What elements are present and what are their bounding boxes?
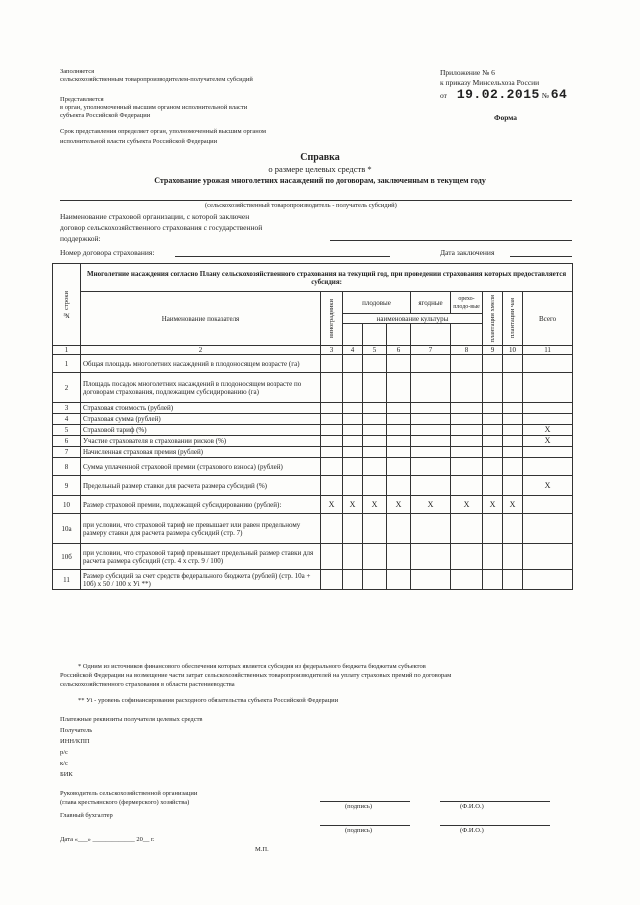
value-cell[interactable] xyxy=(363,403,387,414)
fruit-header: плодовые xyxy=(343,292,411,314)
value-cell[interactable] xyxy=(451,403,483,414)
row-indicator-name: Участие страхователя в страховании рисков (%) xyxy=(81,436,321,447)
value-cell[interactable] xyxy=(483,514,503,544)
accountant-label: Главный бухгалтер xyxy=(60,812,113,819)
value-cell[interactable] xyxy=(451,570,483,590)
insurer-field-line xyxy=(330,240,572,241)
table-row xyxy=(53,425,573,436)
row-number: 4 xyxy=(53,414,81,425)
value-cell[interactable]: X xyxy=(387,496,411,514)
value-cell[interactable] xyxy=(363,458,387,476)
head-sign-caption: (подпись) xyxy=(345,803,372,810)
table-row xyxy=(53,476,573,496)
row-number: 1 xyxy=(53,355,81,373)
column-number-cell: 5 xyxy=(363,346,387,355)
producer-caption: (сельскохозяйственный товаропроизводитель - получатель субсидий) xyxy=(205,202,397,209)
value-cell[interactable] xyxy=(523,570,573,590)
value-cell[interactable] xyxy=(411,447,451,458)
value-cell[interactable] xyxy=(503,570,523,590)
crop-cell xyxy=(451,324,483,346)
value-cell[interactable] xyxy=(483,476,503,496)
row-indicator-name: Предельный размер ставки для расчета размера субсидий (%) xyxy=(81,476,321,496)
value-cell[interactable] xyxy=(451,447,483,458)
row-indicator-name: Начисленная страховая премия (рублей) xyxy=(81,447,321,458)
header-note-fill: Заполняется xyxy=(60,68,95,75)
crop-cell xyxy=(411,324,451,346)
head-label: Руководитель сельскохозяйственной организации xyxy=(60,790,198,797)
value-cell[interactable] xyxy=(503,403,523,414)
value-cell[interactable] xyxy=(411,436,451,447)
contract-number-line xyxy=(175,256,390,257)
value-cell[interactable] xyxy=(363,425,387,436)
value-cell[interactable] xyxy=(387,373,411,403)
value-cell[interactable] xyxy=(523,447,573,458)
row-indicator-name: Страховая сумма (рублей) xyxy=(81,414,321,425)
value-cell[interactable] xyxy=(343,476,363,496)
value-cell[interactable] xyxy=(451,458,483,476)
value-cell[interactable] xyxy=(523,544,573,570)
producer-line xyxy=(60,200,572,201)
value-cell[interactable] xyxy=(321,447,343,458)
footnote-2: ** Уi - уровень софинансирования расходного обязательства субъекта Российской Федерации xyxy=(78,697,339,704)
signature-date: Дата «___» _____________ 20__ г. xyxy=(60,836,155,843)
value-cell[interactable] xyxy=(483,414,503,425)
row-number: 8 xyxy=(53,458,81,476)
value-cell[interactable] xyxy=(503,436,523,447)
bank-bik: БИК xyxy=(60,771,73,778)
hops-header: плантации хмеля xyxy=(483,292,503,346)
value-cell[interactable] xyxy=(321,403,343,414)
bank-recipient: Получатель xyxy=(60,727,93,734)
footnote-1-cont-2: сельскохозяйственного страхования в области растениеводства xyxy=(60,681,235,688)
row-indicator-name: Размер страховой премии, подлежащей субсидированию (рублей): xyxy=(81,496,321,514)
value-cell[interactable] xyxy=(363,514,387,544)
row-number: 2 xyxy=(53,373,81,403)
doc-subtitle-2: Страхование урожая многолетних насаждений по договорам, заключенным в текущем году xyxy=(154,176,486,185)
value-cell[interactable]: X xyxy=(483,496,503,514)
table-row xyxy=(53,570,573,590)
column-number-cell: 2 xyxy=(81,346,321,355)
value-cell[interactable] xyxy=(451,373,483,403)
value-cell[interactable] xyxy=(483,403,503,414)
footnote-1-cont: Российской Федерации на возмещение части затрат сельскохозяйственных товаропроизводителей на уплату страховых премий по договорам xyxy=(60,672,452,679)
value-cell[interactable] xyxy=(387,436,411,447)
value-cell[interactable] xyxy=(523,403,573,414)
value-cell[interactable] xyxy=(387,403,411,414)
row-indicator-name: Общая площадь многолетних насаждений в плодоносящем возрасте (га) xyxy=(81,355,321,373)
value-cell[interactable] xyxy=(321,570,343,590)
value-cell[interactable] xyxy=(483,570,503,590)
row-number: 10б xyxy=(53,544,81,570)
value-cell[interactable] xyxy=(321,355,343,373)
accountant-sign-caption: (подпись) xyxy=(345,827,372,834)
accountant-name-caption: (Ф.И.О.) xyxy=(460,827,484,834)
value-cell[interactable] xyxy=(503,355,523,373)
annex-label: Приложение № 6 xyxy=(440,68,495,77)
value-cell[interactable] xyxy=(343,403,363,414)
value-cell[interactable]: X xyxy=(523,476,573,496)
value-cell[interactable] xyxy=(523,496,573,514)
value-cell[interactable]: X xyxy=(523,425,573,436)
column-number-cell: 9 xyxy=(483,346,503,355)
value-cell[interactable] xyxy=(387,476,411,496)
header-note-deadline-2: исполнительной власти субъекта Российской Федерации xyxy=(60,138,218,145)
value-cell[interactable] xyxy=(387,514,411,544)
value-cell[interactable] xyxy=(363,436,387,447)
column-number-cell: 8 xyxy=(451,346,483,355)
value-cell[interactable] xyxy=(523,514,573,544)
row-indicator-name: при условии, что страховой тариф не превышает или равен предельному размеру ставки для расчета размера субсидий (стр. 7) xyxy=(81,514,321,544)
value-cell[interactable] xyxy=(411,403,451,414)
value-cell[interactable] xyxy=(411,355,451,373)
row-indicator-name: Размер субсидий за счет средств федерального бюджета (рублей) (стр. 10а + 10б) х 50 / 100 х Уi **) xyxy=(81,570,321,590)
row-number: 7 xyxy=(53,447,81,458)
value-cell[interactable] xyxy=(523,355,573,373)
value-cell[interactable] xyxy=(321,458,343,476)
table-row xyxy=(53,436,573,447)
value-cell[interactable] xyxy=(503,425,523,436)
value-cell[interactable] xyxy=(363,544,387,570)
value-cell[interactable] xyxy=(321,436,343,447)
row-number: 10 xyxy=(53,496,81,514)
value-cell[interactable] xyxy=(503,373,523,403)
value-cell[interactable] xyxy=(483,425,503,436)
value-cell[interactable] xyxy=(363,373,387,403)
header-note-submit-to: в орган, уполномоченный высшим органом исполнительной власти xyxy=(60,104,248,111)
value-cell[interactable] xyxy=(343,414,363,425)
value-cell[interactable]: X xyxy=(363,496,387,514)
insurer-label-1: Наименование страховой организации, с которой заключен xyxy=(60,212,250,221)
header-note-deadline: Срок представления определяет орган, уполномоченный высшим органом xyxy=(60,128,266,135)
form-label: Форма xyxy=(494,113,518,122)
indicator-header: Наименование показателя xyxy=(81,292,321,346)
value-cell[interactable] xyxy=(321,414,343,425)
bank-title: Платежные реквизиты получателя целевых средств xyxy=(60,716,203,723)
contract-date-line xyxy=(510,256,572,257)
column-number-cell: 4 xyxy=(343,346,363,355)
value-cell[interactable] xyxy=(363,570,387,590)
value-cell[interactable] xyxy=(387,414,411,425)
bank-inn: ИНН/КПП xyxy=(60,738,90,745)
tea-header: плантации чая xyxy=(503,292,523,346)
value-cell[interactable] xyxy=(503,414,523,425)
row-number: 3 xyxy=(53,403,81,414)
order-date: 19.02.2015 xyxy=(456,87,540,102)
row-number: 5 xyxy=(53,425,81,436)
value-cell[interactable] xyxy=(343,436,363,447)
value-cell[interactable] xyxy=(411,476,451,496)
value-cell[interactable]: X xyxy=(503,496,523,514)
head-sign-line xyxy=(320,801,410,802)
column-number-cell: 7 xyxy=(411,346,451,355)
nut-header: орехо-плодо-вые xyxy=(451,292,483,314)
accountant-name-line xyxy=(440,825,550,826)
value-cell[interactable] xyxy=(523,373,573,403)
total-header: Всего xyxy=(523,292,573,346)
from-prefix: от xyxy=(440,91,447,100)
value-cell[interactable] xyxy=(483,458,503,476)
contract-date-label: Дата заключения xyxy=(440,248,495,257)
crop-cell xyxy=(387,324,411,346)
value-cell[interactable] xyxy=(363,447,387,458)
value-cell[interactable] xyxy=(503,476,523,496)
subsidy-table xyxy=(52,263,573,590)
row-indicator-name: при условии, что страховой тариф превышает предельный размер ставки для расчета размера субсидий (стр. 4 х стр. 9 / 100) xyxy=(81,544,321,570)
table-row xyxy=(53,514,573,544)
value-cell[interactable] xyxy=(411,544,451,570)
doc-title: Справка xyxy=(300,152,340,163)
value-cell[interactable] xyxy=(411,425,451,436)
crop-cell xyxy=(363,324,387,346)
row-number: 9 xyxy=(53,476,81,496)
row-number: 11 xyxy=(53,570,81,590)
value-cell[interactable] xyxy=(387,544,411,570)
value-cell[interactable] xyxy=(483,373,503,403)
header-note-fill-who: сельскохозяйственным товаропроизводителем-получателем субсидий xyxy=(60,76,253,83)
value-cell[interactable] xyxy=(343,458,363,476)
value-cell[interactable] xyxy=(343,425,363,436)
value-cell[interactable] xyxy=(321,373,343,403)
value-cell[interactable] xyxy=(343,544,363,570)
value-cell[interactable] xyxy=(451,414,483,425)
column-number-cell: 10 xyxy=(503,346,523,355)
value-cell[interactable] xyxy=(343,355,363,373)
table-body xyxy=(53,355,573,590)
value-cell[interactable] xyxy=(411,514,451,544)
value-cell[interactable] xyxy=(387,355,411,373)
value-cell[interactable] xyxy=(343,570,363,590)
table-row xyxy=(53,403,573,414)
value-cell[interactable] xyxy=(451,355,483,373)
head-label-2: (глава крестьянского (фермерского) хозяйства) xyxy=(60,799,190,806)
table-row xyxy=(53,458,573,476)
value-cell[interactable] xyxy=(483,447,503,458)
bank-rs: р/с xyxy=(60,749,68,756)
table-row xyxy=(53,355,573,373)
value-cell[interactable] xyxy=(483,544,503,570)
value-cell[interactable] xyxy=(411,373,451,403)
header-note-submit: Представляется xyxy=(60,96,104,103)
row-indicator-name: Площадь посадок многолетних насаждений в плодоносящем возрасте по договорам страхования, подлежащим субсидированию (га) xyxy=(81,373,321,403)
order-date-row xyxy=(440,87,568,102)
stamp-label: М.П. xyxy=(255,846,269,853)
row-indicator-name: Страховая стоимость (рублей) xyxy=(81,403,321,414)
value-cell[interactable] xyxy=(321,476,343,496)
value-cell[interactable] xyxy=(483,355,503,373)
row-indicator-name: Страховой тариф (%) xyxy=(81,425,321,436)
value-cell[interactable] xyxy=(387,425,411,436)
table-row xyxy=(53,414,573,425)
value-cell[interactable] xyxy=(343,373,363,403)
value-cell[interactable]: X xyxy=(523,436,573,447)
value-cell[interactable] xyxy=(321,544,343,570)
row-number: 10а xyxy=(53,514,81,544)
footnote-1: * Одним из источников финансового обеспечения которых является субсидия из федерального бюджета бюджетам субъектов xyxy=(78,663,426,670)
value-cell[interactable] xyxy=(321,514,343,544)
table-row xyxy=(53,373,573,403)
column-numbers-row xyxy=(53,346,573,355)
value-cell[interactable] xyxy=(451,476,483,496)
value-cell[interactable] xyxy=(411,570,451,590)
bank-ks: к/с xyxy=(60,760,68,767)
value-cell[interactable] xyxy=(451,544,483,570)
vineyards-header: виноградники xyxy=(321,292,343,346)
number-prefix: № xyxy=(541,91,549,100)
value-cell[interactable] xyxy=(503,514,523,544)
head-name-line xyxy=(440,801,550,802)
header-note-submit-to-2: субъекта Российской Федерации xyxy=(60,112,151,119)
value-cell[interactable] xyxy=(387,447,411,458)
accountant-sign-line xyxy=(320,825,410,826)
insurer-label-2: договор сельскохозяйственного страхования с государственной xyxy=(60,223,263,232)
contract-number-label: Номер договора страхования: xyxy=(60,248,155,257)
table-row xyxy=(53,544,573,570)
head-name-caption: (Ф.И.О.) xyxy=(460,803,484,810)
column-number-cell: 1 xyxy=(53,346,81,355)
row-number: 6 xyxy=(53,436,81,447)
value-cell[interactable] xyxy=(503,458,523,476)
crop-cell xyxy=(343,324,363,346)
order-label: к приказу Минсельхоза России xyxy=(440,78,540,87)
value-cell[interactable]: X xyxy=(451,496,483,514)
value-cell[interactable] xyxy=(363,476,387,496)
row-indicator-name: Сумма уплаченной страховой премии (страхового взноса) (рублей) xyxy=(81,458,321,476)
value-cell[interactable] xyxy=(363,414,387,425)
column-number-cell: 11 xyxy=(523,346,573,355)
berry-header: ягодные xyxy=(411,292,451,314)
value-cell[interactable] xyxy=(411,414,451,425)
value-cell[interactable] xyxy=(503,447,523,458)
rownum-header: № строки xyxy=(53,264,81,346)
table-row xyxy=(53,447,573,458)
value-cell[interactable] xyxy=(451,514,483,544)
order-number: 64 xyxy=(550,87,568,102)
value-cell[interactable] xyxy=(343,447,363,458)
value-cell[interactable] xyxy=(483,436,503,447)
group-header: Многолетние насаждения согласно Плану сельскохозяйственного страхования на текущий год, при проведении страхования которых предоставляется субсидия: xyxy=(81,264,573,292)
insurer-label-3: поддержкой: xyxy=(60,234,101,243)
crop-name-header: наименование культуры xyxy=(343,314,483,324)
value-cell[interactable] xyxy=(343,514,363,544)
doc-subtitle: о размере целевых средств * xyxy=(268,164,372,174)
value-cell[interactable] xyxy=(503,544,523,570)
value-cell[interactable] xyxy=(451,436,483,447)
value-cell[interactable] xyxy=(523,458,573,476)
column-number-cell: 3 xyxy=(321,346,343,355)
value-cell[interactable] xyxy=(363,355,387,373)
value-cell[interactable] xyxy=(451,425,483,436)
value-cell[interactable] xyxy=(411,458,451,476)
value-cell[interactable] xyxy=(387,570,411,590)
table-row xyxy=(53,496,573,514)
value-cell[interactable] xyxy=(387,458,411,476)
value-cell[interactable]: X xyxy=(343,496,363,514)
value-cell[interactable] xyxy=(523,414,573,425)
column-number-cell: 6 xyxy=(387,346,411,355)
value-cell[interactable]: X xyxy=(411,496,451,514)
value-cell[interactable] xyxy=(321,425,343,436)
value-cell[interactable]: X xyxy=(321,496,343,514)
